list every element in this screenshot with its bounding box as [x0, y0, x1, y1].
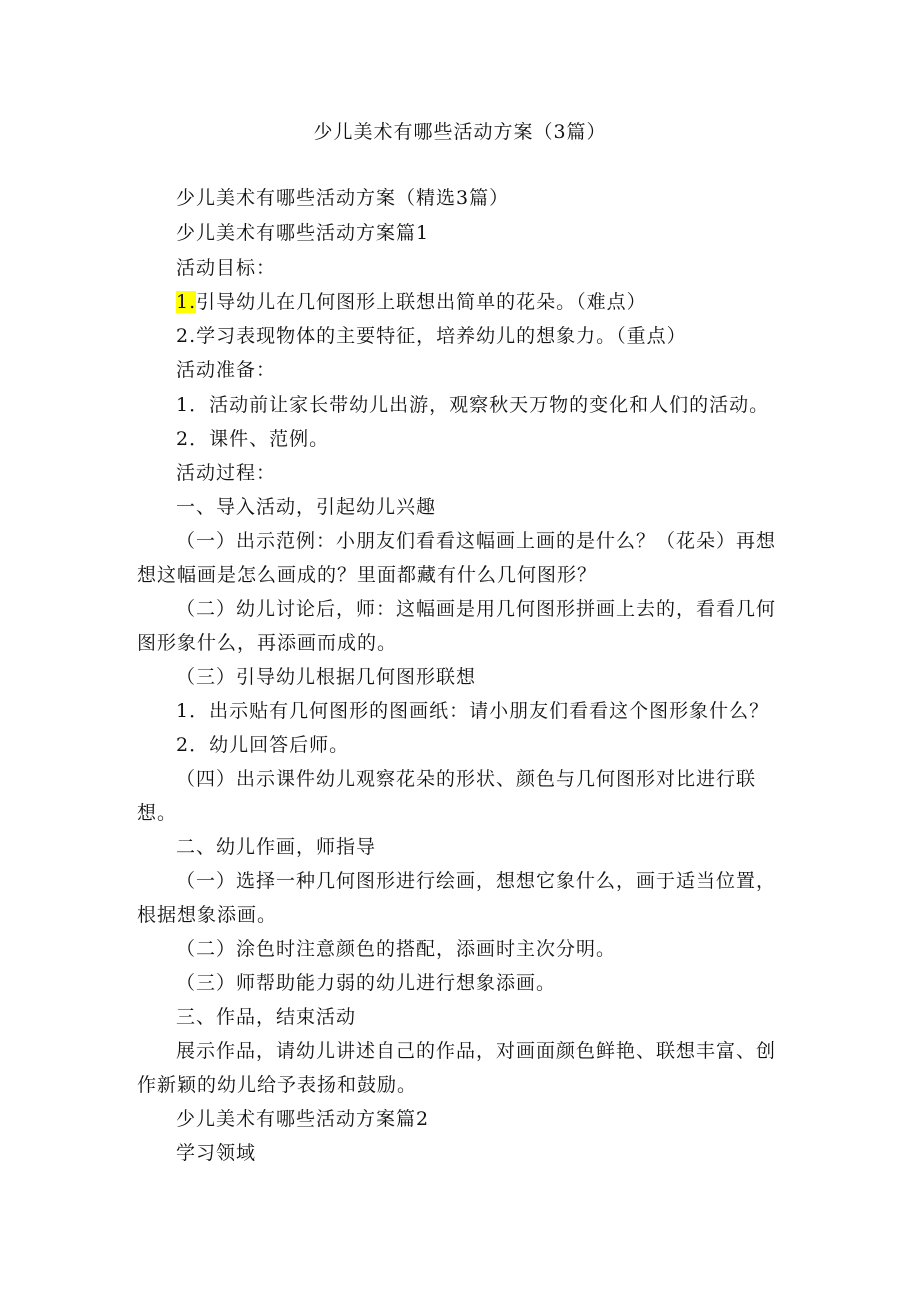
line-text: 二、幼儿作画，师指导: [176, 836, 377, 858]
paragraph-line: [176, 935, 616, 963]
section-heading: [176, 1105, 429, 1133]
line-text: 引导幼儿在几何图形上联想出简单的花朵。（难点）: [196, 291, 647, 313]
line-text: 活动目标：: [176, 257, 277, 279]
paragraph-line: [176, 697, 769, 725]
paragraph-line: [176, 595, 776, 623]
paragraph-line: [137, 629, 397, 657]
line-text: 1．出示贴有几何图形的图画纸：请小朋友们看看这个图形象什么？: [176, 700, 770, 722]
line-text: 少儿美术有哪些活动方案篇1: [176, 222, 430, 244]
line-text: 想这幅画是怎么画成的？里面都藏有什么几何图形？: [137, 564, 598, 586]
line-text: （三）师帮助能力弱的幼儿进行想象添画。: [176, 972, 557, 994]
paragraph-line: [176, 288, 647, 316]
paragraph-line: [176, 1139, 256, 1167]
paragraph-line: [137, 799, 177, 827]
paragraph-line: [176, 459, 276, 487]
line-text: （二）涂色时注意颜色的搭配，添画时主次分明。: [176, 938, 617, 960]
line-text: 作新颖的幼儿给予表扬和鼓励。: [137, 1074, 418, 1096]
line-text: 活动过程：: [176, 462, 277, 484]
line-text: 三、作品，结束活动: [176, 1006, 357, 1028]
line-text: （四）出示课件幼儿观察花朵的形状、颜色与几何图形对比进行联: [176, 768, 757, 790]
line-text: 图形象什么，再添画而成的。: [137, 632, 398, 654]
line-text: （三）引导幼儿根据几何图形联想: [176, 666, 477, 688]
paragraph-line: [176, 663, 476, 691]
line-text: 2．幼儿回答后师。: [176, 734, 350, 756]
line-text: 想。: [137, 802, 178, 824]
paragraph-line: [137, 901, 277, 929]
paragraph-line: [176, 731, 349, 759]
line-text: （一）选择一种几何图形进行绘画，想想它象什么，画于适当位置，: [176, 870, 777, 892]
section-heading: [176, 219, 429, 247]
line-text: 少儿美术有哪些活动方案篇2: [176, 1108, 430, 1130]
line-text: 2.学习表现物体的主要特征，培养幼儿的想象力。（重点）: [176, 325, 687, 347]
line-text: 展示作品，请幼儿讲述自己的作品，对画面颜色鲜艳、联想丰富、创: [176, 1040, 777, 1062]
paragraph-line: [176, 425, 329, 453]
line-text: （二）幼儿讨论后，师：这幅画是用几何图形拼画上去的，看看几何: [176, 598, 777, 620]
highlighted-marker: 1.: [176, 291, 197, 313]
document-title: 少儿美术有哪些活动方案（3篇）: [313, 121, 607, 143]
paragraph-line: [176, 356, 276, 384]
paragraph-line: [137, 1071, 417, 1099]
paragraph-line: [176, 867, 776, 895]
paragraph-line: [137, 561, 597, 589]
paragraph-line: [176, 493, 436, 521]
line-text: 一、导入活动，引起幼儿兴趣: [176, 496, 437, 518]
paragraph-line: [176, 254, 276, 282]
paragraph-line: [176, 391, 769, 419]
paragraph-line: [176, 833, 376, 861]
line-text: 活动准备：: [176, 359, 277, 381]
line-text: 少儿美术有哪些活动方案（精选3篇）: [176, 187, 510, 209]
paragraph-line: [176, 1037, 776, 1065]
line-text: 2．课件、范例。: [176, 428, 330, 450]
line-text: （一）出示范例：小朋友们看看这幅画上画的是什么？（花朵）再想: [176, 530, 777, 552]
paragraph-line: [176, 527, 776, 555]
line-text: 学习领域: [176, 1142, 257, 1164]
paragraph-line: [176, 322, 687, 350]
paragraph-line: [176, 969, 556, 997]
paragraph-line: [176, 765, 756, 793]
subtitle-line: [176, 184, 509, 212]
paragraph-line: [176, 1003, 356, 1031]
line-text: 根据想象添画。: [137, 904, 278, 926]
line-text: 1．活动前让家长带幼儿出游，观察秋天万物的变化和人们的活动。: [176, 394, 770, 416]
